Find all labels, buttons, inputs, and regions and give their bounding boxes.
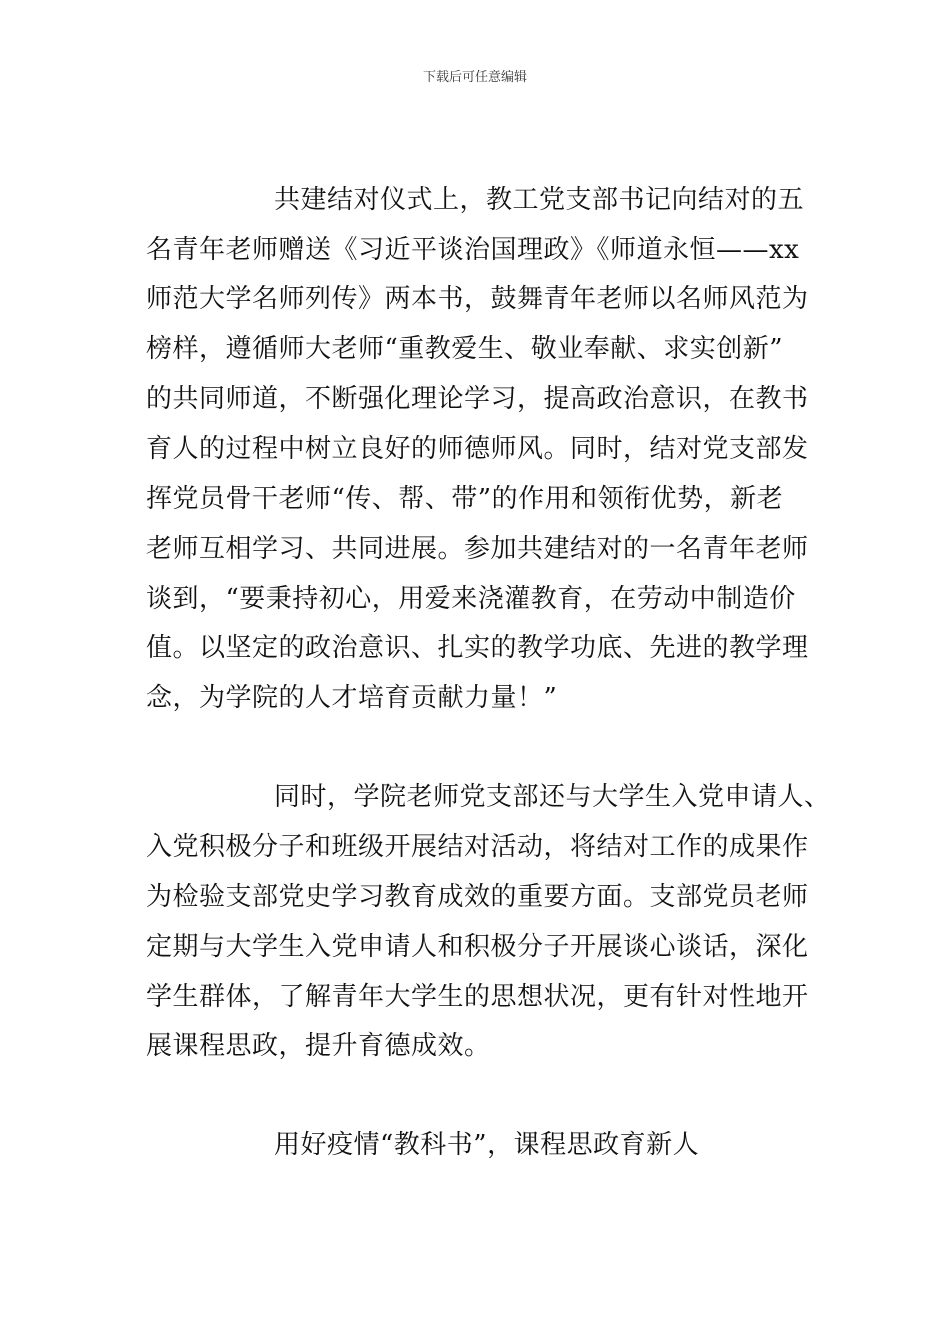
paragraph-line: 值。以坚定的政治意识、扎实的教学功底、先进的教学理 — [146, 633, 809, 663]
paragraph-line: 同时，学院老师党支部还与大学生入党申请人、 — [274, 782, 831, 812]
section-heading: 用好疫情“教科书”，课程思政育新人 — [274, 1130, 700, 1160]
paragraph-line: 为检验支部党史学习教育成效的重要方面。支部党员老师 — [146, 882, 809, 912]
paragraph-line: 共建结对仪式上，教工党支部书记向结对的五 — [274, 185, 805, 215]
paragraph-line: 老师互相学习、共同进展。参加共建结对的一名青年老师 — [146, 534, 809, 564]
paragraph-line: 谈到，“要秉持初心，用爱来浇灌教育，在劳动中制造价 — [146, 584, 796, 614]
paragraph-line: 入党积极分子和班级开展结对活动，将结对工作的成果作 — [146, 832, 809, 862]
paragraph-line: 定期与大学生入党申请人和积极分子开展谈心谈话，深化 — [146, 932, 809, 962]
paragraph-line: 学生群体，了解青年大学生的思想状况，更有针对性地开 — [146, 982, 809, 1012]
paragraph-line: 念，为学院的人才培育贡献力量！” — [146, 683, 558, 713]
paragraph-line: 挥党员骨干老师“传、帮、带”的作用和领衔优势，新老 — [146, 484, 784, 514]
paragraph-line: 名青年老师赠送《习近平谈治国理政》《师道永恒——xx — [146, 235, 800, 265]
page-header-note: 下载后可任意编辑 — [422, 70, 527, 85]
paragraph-line: 师范大学名师列传》两本书，鼓舞青年老师以名师风范为 — [146, 284, 809, 314]
paragraph-line: 育人的过程中树立良好的师德师风。同时，结对党支部发 — [146, 434, 809, 464]
paragraph-line: 的共同师道，不断强化理论学习，提高政治意识，在教书 — [146, 384, 809, 414]
paragraph-line: 展课程思政，提升育德成效。 — [146, 1031, 491, 1061]
paragraph-line: 榜样，遵循师大老师“重教爱生、敬业奉献、求实创新” — [146, 334, 784, 364]
